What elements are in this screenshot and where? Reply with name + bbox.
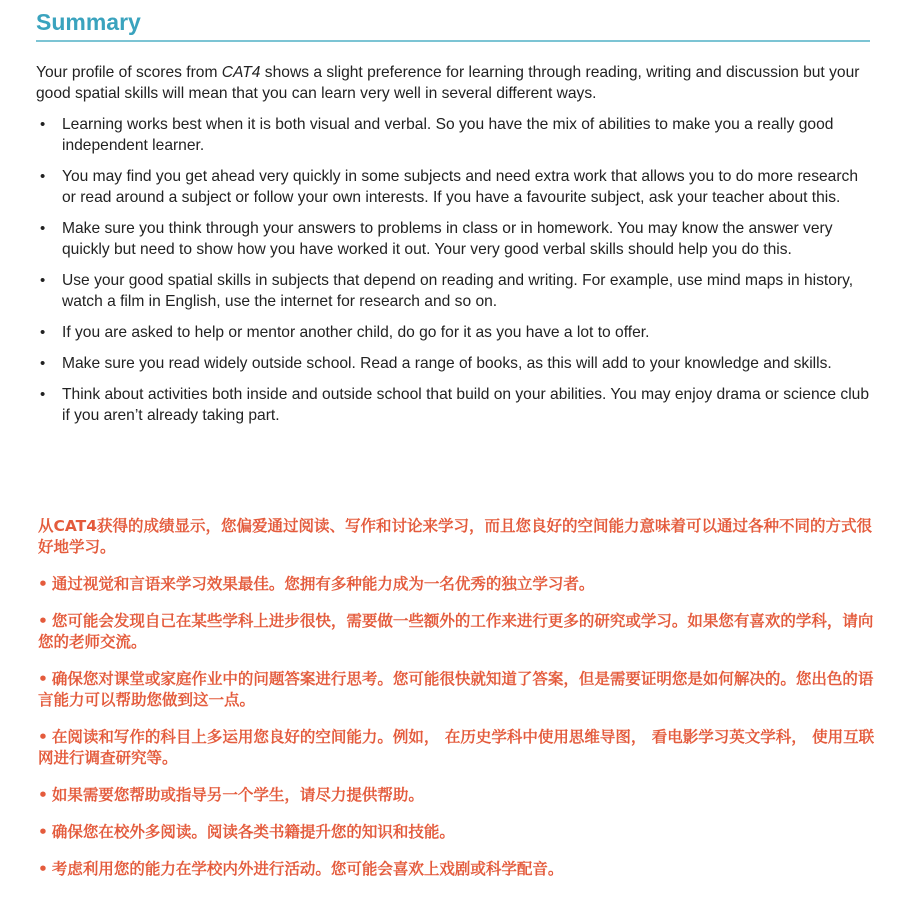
title-divider [36,40,870,42]
chinese-list-item-text: 通过视觉和言语来学习效果最佳。您拥有多种能力成为一名优秀的独立学习者。 [51,575,595,593]
chinese-list-item [38,669,878,711]
bullet-icon: • [38,728,48,746]
bullet-icon: • [38,860,48,878]
bullet-icon: • [40,386,46,403]
list-item-text: Think about activities both inside and outside school that build on your abilities. You may enjoy drama or science club if you aren’t already taking part. [62,386,870,424]
bullet-icon: • [40,116,46,133]
list-item [36,322,876,343]
bullet-icon: • [40,220,46,237]
bullet-icon: • [38,823,48,841]
intro-text-before: Your profile of scores from [36,64,222,81]
intro-text-after: shows a slight preference for learning through reading, writing and discussion but your good spatial skills will mean that you can learn very well in several different ways. [36,64,860,102]
english-bullet-list [36,114,876,426]
intro-paragraph [36,62,876,104]
english-summary [36,62,876,436]
list-item [36,384,876,426]
bullet-icon: • [40,324,46,341]
chinese-list-item-text: 确保您在校外多阅读。阅读各类书籍提升您的知识和技能。 [51,823,455,841]
list-item-text: Make sure you think through your answers to problems in class or in homework. You may know the answer very quickly but need to show how you have worked it out. Your very good verbal skills should help you do this. [62,220,833,258]
chinese-list-item [38,785,878,806]
chinese-list-item-text: 考虑利用您的能力在学校内外进行活动。您可能会喜欢上戏剧或科学配音。 [51,860,564,878]
list-item [36,218,876,260]
bullet-icon: • [40,355,46,372]
chinese-list-item [38,859,878,880]
chinese-list-item [38,611,878,653]
intro-text-cat4: CAT4 [221,64,261,81]
chinese-intro-paragraph: 从CAT4获得的成绩显示，您偏爱通过阅读、写作和讨论来学习，而且您良好的空间能力意味着可以通过各种不同的方式很好地学习。 [38,517,873,556]
chinese-list-item-text: 您可能会发现自己在某些学科上进步很快，需要做一些额外的工作来进行更多的研究或学习。如果您有喜欢的学科，请向您的老师交流。 [38,612,874,651]
list-item-text: You may find you get ahead very quickly in some subjects and need extra work that allows you to do more research or read around a subject or follow your own interests. If you have a favourite subject, ask your teacher about this. [62,168,859,206]
list-item-text: Learning works best when it is both visual and verbal. So you have the mix of abilities to make you a really good independent learner. [62,116,834,154]
list-item-text: Make sure you read widely outside school. Read a range of books, as this will add to your knowledge and skills. [62,355,832,372]
list-item [36,166,876,208]
chinese-list-item-text: 在阅读和写作的科目上多运用您良好的空间能力。例如， 在历史学科中使用思维导图， 看电影学习英文学科， 使用互联网进行调查研究等。 [38,728,875,767]
list-item-text: Use your good spatial skills in subjects that depend on reading and writing. For example, use mind maps in history, watch a film in English, use the internet for research and so on. [62,272,854,310]
page-title: Summary [36,9,141,35]
chinese-list-item [38,822,878,843]
chinese-list-item-text: 确保您对课堂或家庭作业中的问题答案进行思考。您可能很快就知道了答案，但是需要证明您是如何解决的。您出色的语言能力可以帮助您做到这一点。 [38,670,874,709]
chinese-list-item [38,727,878,769]
bullet-icon: • [38,786,48,804]
chinese-list-item-text: 如果需要您帮助或指导另一个学生，请尽力提供帮助。 [51,786,424,804]
chinese-list-item [38,574,878,595]
list-item [36,353,876,374]
list-item [36,270,876,312]
bullet-icon: • [38,575,48,593]
chinese-summary [38,516,878,896]
bullet-icon: • [40,272,46,289]
bullet-icon: • [40,168,46,185]
bullet-icon: • [38,612,48,630]
list-item-text: If you are asked to help or mentor another child, do go for it as you have a lot to offer. [62,324,650,341]
bullet-icon: • [38,670,48,688]
list-item [36,114,876,156]
